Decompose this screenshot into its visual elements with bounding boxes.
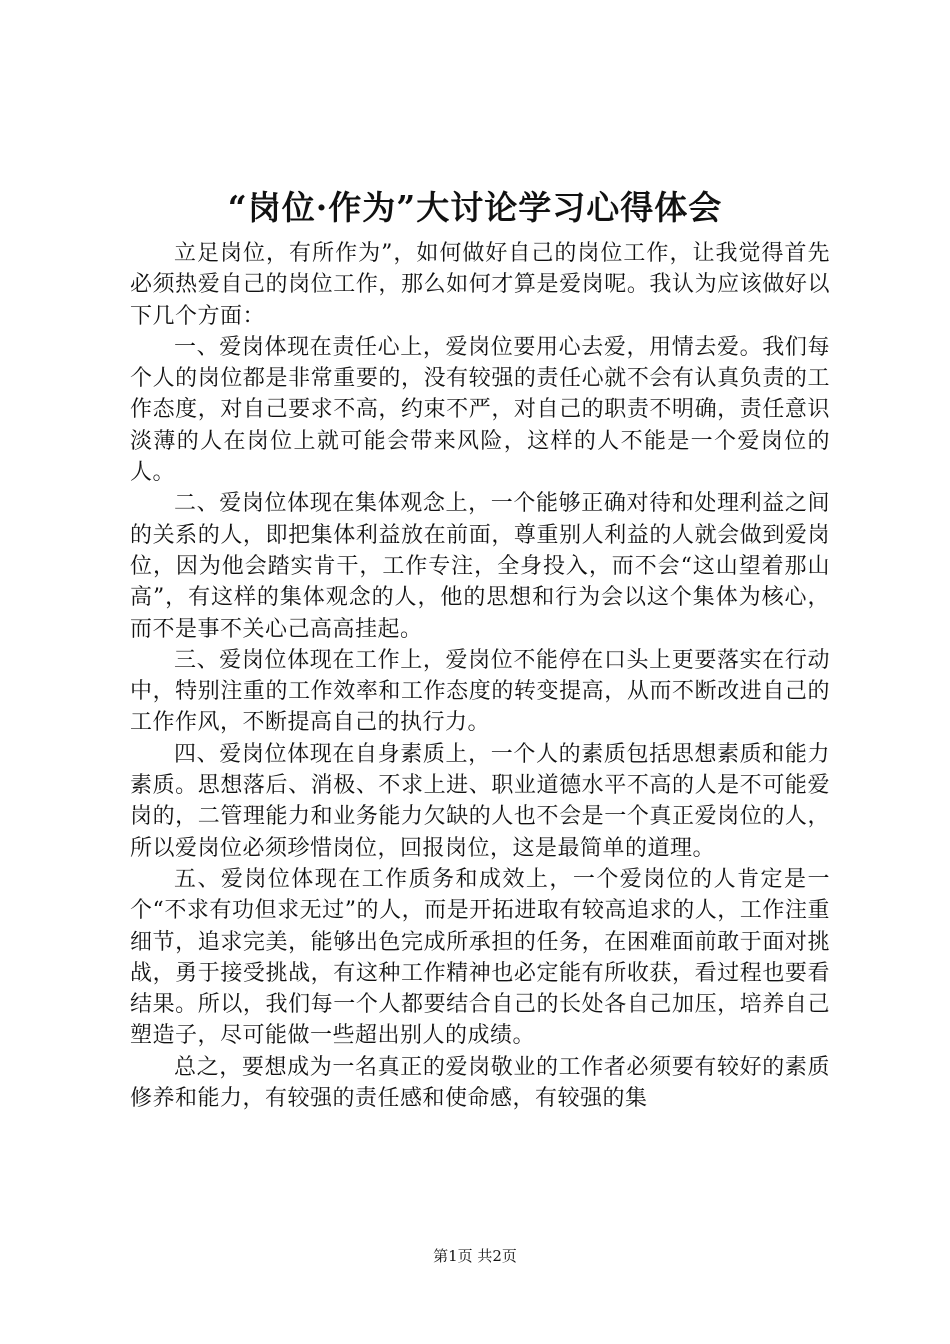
document-title: “岗位·作为”大讨论学习心得体会 bbox=[227, 188, 723, 227]
paragraph-point-4: 四、爱岗位体现在自身素质上，一个人的素质包括思想素质和能力素质。思想落后、消极、不求上进、职业道德水平不高的人是不可能爱岗的，二管理能力和业务能力欠缺的人也不会是一个真正爱岗位的人，所以爱岗位必须珍惜岗位，回报岗位，这是最简单的道理。 bbox=[130, 741, 830, 861]
paragraph-point-3: 三、爱岗位体现在工作上，爱岗位不能停在口头上更要落实在行动中，特别注重的工作效率和工作态度的转变提高，从而不断改进自己的工作作风，不断提高自己的执行力。 bbox=[130, 647, 830, 736]
paragraph-conclusion: 总之，要想成为一名真正的爱岗敬业的工作者必须要有较好的素质修养和能力，有较强的责任感和使命感，有较强的集 bbox=[130, 1054, 830, 1112]
paragraph-intro: 立足岗位，有所作为”，如何做好自己的岗位工作，让我觉得首先必须热爱自己的岗位工作，那么如何才算是爱岗呢。我认为应该做好以下几个方面： bbox=[130, 241, 830, 329]
page-number-footer: 第1页 共2页 bbox=[433, 1247, 517, 1265]
document-body bbox=[130, 238, 830, 1114]
paragraph-point-5: 五、爱岗位体现在工作质务和成效上，一个爱岗位的人肯定是一个“不求有功但求无过”的人，而是开拓进取有较高追求的人，工作注重细节，追求完美，能够出色完成所承担的任务，在困难面前敢于面对挑战，勇于接受挑战，有这种工作精神也必定能有所收获，看过程也要看结果。所以，我们每一个人都要结合自己的长处各自己加压，培养自己塑造子，尽可能做一些超出别人的成绩。 bbox=[130, 866, 830, 1049]
paragraph-point-2: 二、爱岗位体现在集体观念上，一个能够正确对待和处理利益之间的关系的人，即把集体利益放在前面，尊重别人利益的人就会做到爱岗位，因为他会踏实肯干，工作专注，全身投入，而不会“这山望着那山高”，有这样的集体观念的人，他的思想和行为会以这个集体为核心，而不是事不关心己高高挂起。 bbox=[130, 491, 830, 642]
paragraph-point-1: 一、爱岗体现在责任心上，爱岗位要用心去爱，用情去爱。我们每个人的岗位都是非常重要的，没有较强的责任心就不会有认真负责的工作态度，对自己要求不高，约束不严，对自己的职责不明确，责任意识淡薄的人在岗位上就可能会带来风险，这样的人不能是一个爱岗位的人。 bbox=[130, 334, 830, 486]
